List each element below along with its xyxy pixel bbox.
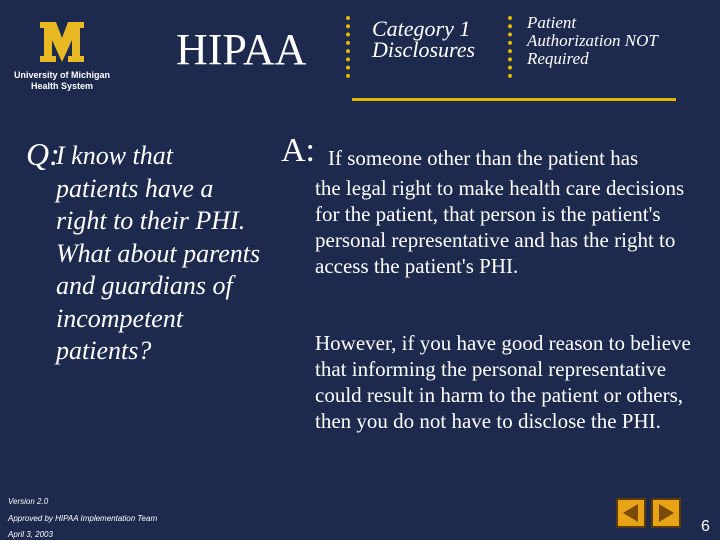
header-underline (352, 98, 676, 101)
answer-paragraph-1: the legal right to make health care decisions for the patient, that person is the patient's personal representative and has the right to access the patient's PHI. (315, 176, 685, 278)
triangle-left-icon (618, 500, 644, 526)
authorization-line-3: Required (527, 49, 589, 68)
question-first-line: I know that (56, 141, 173, 170)
authorization-line-2: Authorization NOT (527, 31, 658, 50)
page-title: HIPAA (176, 25, 307, 74)
answer-paragraph-2: However, if you have good reason to believe that informing the personal representative could result in harm to the patient or others, then you do not have to disclose the PHI. (315, 331, 691, 433)
next-slide-button[interactable] (651, 498, 681, 528)
answer-label: A: (281, 132, 315, 169)
category-line-2: Disclosures (372, 37, 476, 62)
previous-slide-button[interactable] (616, 498, 646, 528)
block-m-icon (10, 18, 114, 70)
date-text: April 3, 2003 (8, 530, 53, 539)
version-text: Version 2.0 (8, 497, 49, 506)
question-label: Q: (26, 136, 60, 172)
category-heading (372, 18, 475, 60)
authorization-line-1: Patient (527, 13, 577, 32)
logo-university-text: University of Michigan (13, 70, 111, 80)
triangle-right-icon (653, 500, 679, 526)
category-line-1: Category 1 (372, 16, 471, 41)
approval-text: Approved by HIPAA Implementation Team (8, 514, 158, 523)
logo-health-system-text: Health System (30, 81, 94, 91)
university-logo (10, 18, 114, 92)
authorization-heading (527, 14, 658, 68)
slide-number: 6 (701, 518, 710, 535)
answer-first-line: If someone other than the patient has (328, 146, 639, 170)
header-divider (346, 16, 350, 78)
question-body: patients have a right to their PHI. What about parents and guardians of incompetent patients? (56, 173, 261, 365)
header-divider (508, 16, 512, 78)
